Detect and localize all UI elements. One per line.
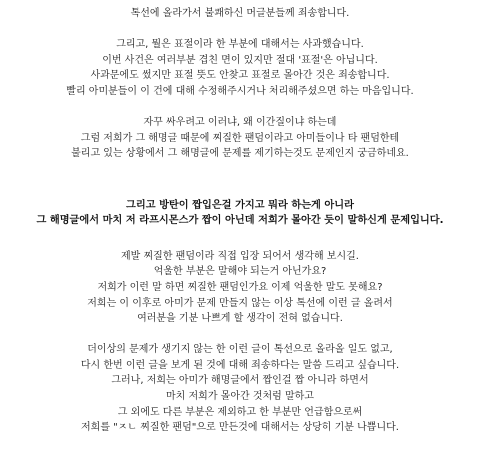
text-line: 억울한 부분은 말해야 되는거 아닌가요? bbox=[153, 266, 327, 278]
text-line: 더이상의 문제가 생기지 않는 한 이런 글이 톡선으로 올라올 일도 없고, bbox=[87, 344, 393, 356]
text-line: 빨리 아미분들이 이 건에 대해 수정해주시거나 처리해주셨으면 하는 마음입니다. bbox=[66, 85, 414, 97]
paragraph-gap bbox=[0, 229, 480, 249]
paragraph-gap bbox=[0, 22, 480, 38]
paragraph-closing bbox=[0, 342, 480, 436]
bold-text-line: 그 해명글에서 마치 저 라프시몬스가 짭이 아닌데 저희가 몰아간 듯이 말하신게 문제입니다. bbox=[36, 215, 444, 227]
text-line: 제발 찌질한 팬덤이라 직접 입장 되어서 생각해 보시길. bbox=[121, 250, 359, 262]
bold-text-line: 그리고 방탄이 짭입은걸 가지고 뭐라 하는게 아니라 bbox=[126, 199, 354, 211]
text-line: 그러나, 저희는 아미가 해명글에서 짭인걸 짭 아니라 하면서 bbox=[111, 375, 369, 387]
text-line: 저희는 이 이후로 아미가 문제 만들지 않는 이상 톡선에 이런 글 올려서 bbox=[87, 297, 393, 309]
paragraph-gap bbox=[0, 100, 480, 116]
text-line: 그럼 저희가 그 해명글 때문에 찌질한 팬덤이라고 아미들이나 타 팬덤한테 bbox=[80, 132, 400, 144]
paragraph-request bbox=[0, 249, 480, 327]
paragraph-plagiarism bbox=[0, 37, 480, 99]
text-line: 자꾸 싸우려고 이러냐, 왜 이간질이냐 하는데 bbox=[143, 117, 337, 129]
paragraph-emphasis bbox=[0, 198, 480, 229]
text-line: 그리고, 뭘은 표절이라 한 부분에 대해서는 사과했습니다. bbox=[116, 39, 364, 51]
text-line: 불리고 있는 상황에서 그 해명글에 문제를 제기하는것도 문제인지 궁금하네요. bbox=[71, 148, 409, 160]
text-line: 저희를 "ㅈㄴ 찌질한 팬덤"으로 만든것에 대해서는 상당히 기분 나쁩니다. bbox=[81, 422, 399, 434]
text-line: 톡선에 올라가서 불쾌하신 머글분들께 죄송합니다. bbox=[130, 8, 350, 19]
text-line: 여러분을 기분 나쁘게 할 생각이 전혀 없습니다. bbox=[137, 313, 343, 325]
text-line: 그 외에도 다른 부분은 제외하고 한 부분만 언급함으로써 bbox=[117, 406, 363, 418]
paragraph-apology bbox=[0, 6, 480, 22]
text-line: 다시 한번 이런 글을 보게 된 것에 대해 죄송하다는 말씀 드리고 싶습니다. bbox=[80, 359, 400, 371]
paragraph-question bbox=[0, 115, 480, 162]
text-line: 마치 저희가 몰아간 것처럼 말하고 bbox=[166, 391, 314, 403]
paragraph-gap bbox=[0, 182, 480, 198]
text-line: 저희가 이런 말 하면 찌질한 팬덤인가요 이제 억울한 말도 못해요? bbox=[97, 281, 383, 293]
paragraph-gap bbox=[0, 162, 480, 182]
text-line: 이번 사건은 여러부분 겹친 면이 있지만 절대 '표절'은 아닙니다. bbox=[102, 54, 378, 66]
paragraph-gap bbox=[0, 327, 480, 343]
text-line: 사과문에도 썼지만 표절 뜻도 안찾고 표절로 몰아간 것은 죄송합니다. bbox=[90, 70, 390, 82]
